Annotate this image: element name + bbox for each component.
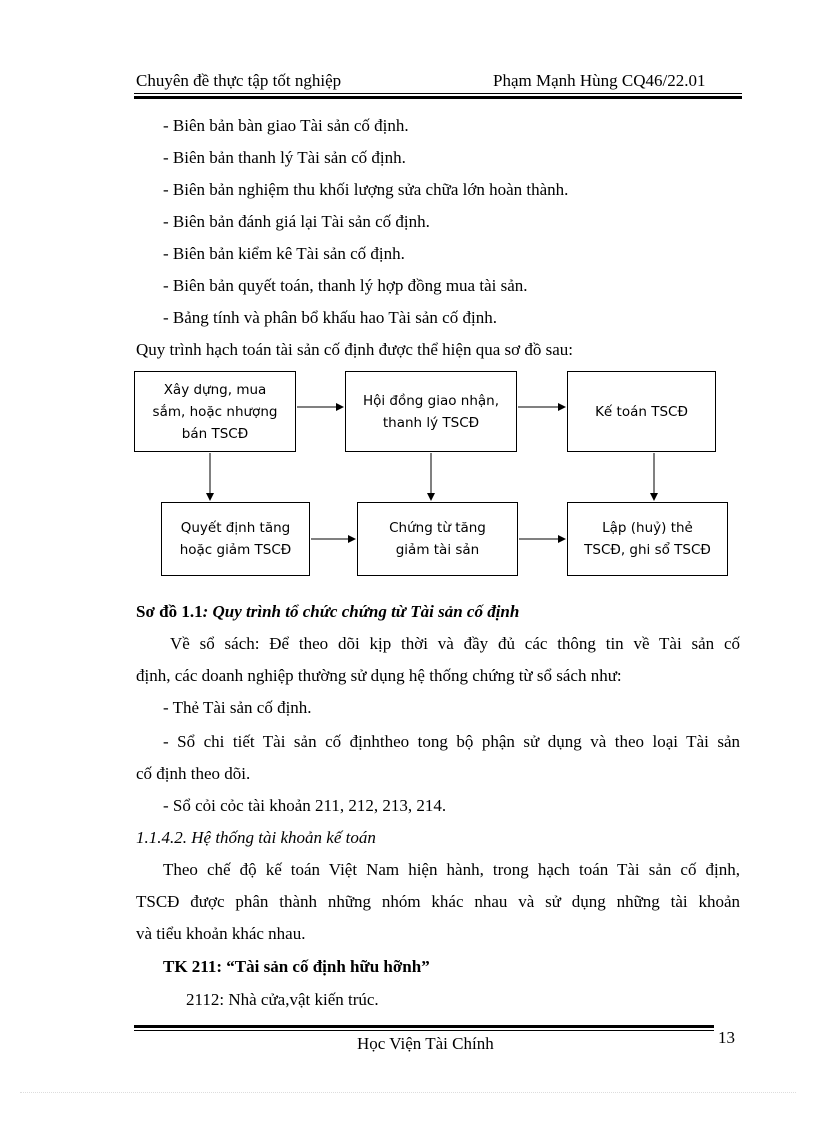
- list-item: - Sổ cỏi cỏc tài khoản 211, 212, 213, 214.: [163, 796, 447, 815]
- list-item: - Biên bản quyết toán, thanh lý hợp đồng mua tài sản.: [163, 276, 528, 295]
- list-item: - Sổ chi tiết Tài sản cố địnhtheo tong bộ phận sử dụng và theo loại Tài sản: [163, 732, 740, 751]
- box-line: giảm tài sản: [395, 542, 480, 558]
- box-line: Lập (huỷ) thẻ: [602, 520, 693, 536]
- box-line: sắm, hoặc nhượng: [152, 403, 278, 420]
- box-line: bán TSCĐ: [181, 425, 249, 442]
- diagram-intro: Quy trình hạch toán tài sản cố định được thể hiện qua sơ đồ sau:: [136, 340, 573, 359]
- list-item: - Biên bản thanh lý Tài sản cố định.: [163, 148, 406, 167]
- paragraph-line: và tiểu khoản khác nhau.: [136, 924, 306, 943]
- page-number: 13: [718, 1028, 735, 1047]
- list-item: - Biên bản nghiệm thu khối lượng sửa chữa lớn hoàn thành.: [163, 180, 569, 199]
- box-line: Quyết định tăng: [180, 520, 291, 536]
- paragraph-line: định, các doanh nghiệp thường sử dụng hệ thống chứng từ sổ sách như:: [136, 666, 622, 685]
- box-line: Kế toán TSCĐ: [595, 403, 688, 420]
- box-line: TSCĐ, ghi sổ TSCĐ: [584, 542, 711, 558]
- box-line: Chứng từ tăng: [389, 520, 486, 536]
- header-right-author: Phạm Mạnh Hùng CQ46/22.01: [493, 71, 706, 90]
- account-item: 2112: Nhà cửa,vật kiến trúc.: [186, 990, 379, 1009]
- caption-title: : Quy trình tổ chức chứng từ Tài sản cố định: [202, 602, 520, 621]
- caption-label: Sơ đồ 1.1: [136, 602, 203, 621]
- header-left-title: Chuyên đề thực tập tốt nghiệp: [136, 71, 342, 90]
- box-line: Hội đồng giao nhận,: [362, 392, 500, 409]
- account-heading: TK 211: “Tài sản cố định hữu hỡnh”: [163, 957, 430, 976]
- box-line: thanh lý TSCĐ: [382, 414, 480, 431]
- paragraph-line: Theo chế độ kế toán Việt Nam hiện hành, trong hạch toán Tài sản cố định,: [163, 860, 740, 879]
- footer-rule: [134, 1025, 714, 1031]
- paragraph-line: TSCĐ được phân thành những nhóm khác nhau và sử dụng những tài khoản: [136, 892, 740, 911]
- footer-institution: Học Viện Tài Chính: [357, 1034, 494, 1053]
- list-item: - Bảng tính và phân bổ khấu hao Tài sản cố định.: [163, 308, 497, 327]
- list-item: - Biên bản bàn giao Tài sản cố định.: [163, 116, 409, 135]
- list-item: - Biên bản kiểm kê Tài sản cố định.: [163, 244, 405, 263]
- diagram-caption: [136, 602, 519, 622]
- list-item-continuation: cố định theo dõi.: [136, 764, 251, 783]
- list-item: - Biên bản đánh giá lại Tài sản cố định.: [163, 212, 430, 231]
- list-item: - Thẻ Tài sản cố định.: [163, 698, 312, 717]
- page-bottom-divider: [20, 1092, 796, 1093]
- box-line: hoặc giảm TSCĐ: [179, 542, 292, 558]
- box-line: Xây dựng, mua: [163, 381, 267, 398]
- section-heading: 1.1.4.2. Hệ thống tài khoản kế toán: [136, 828, 376, 847]
- paragraph-line: Về sổ sách: Để theo dõi kịp thời và đầy đủ các thông tin về Tài sản cố: [170, 634, 740, 653]
